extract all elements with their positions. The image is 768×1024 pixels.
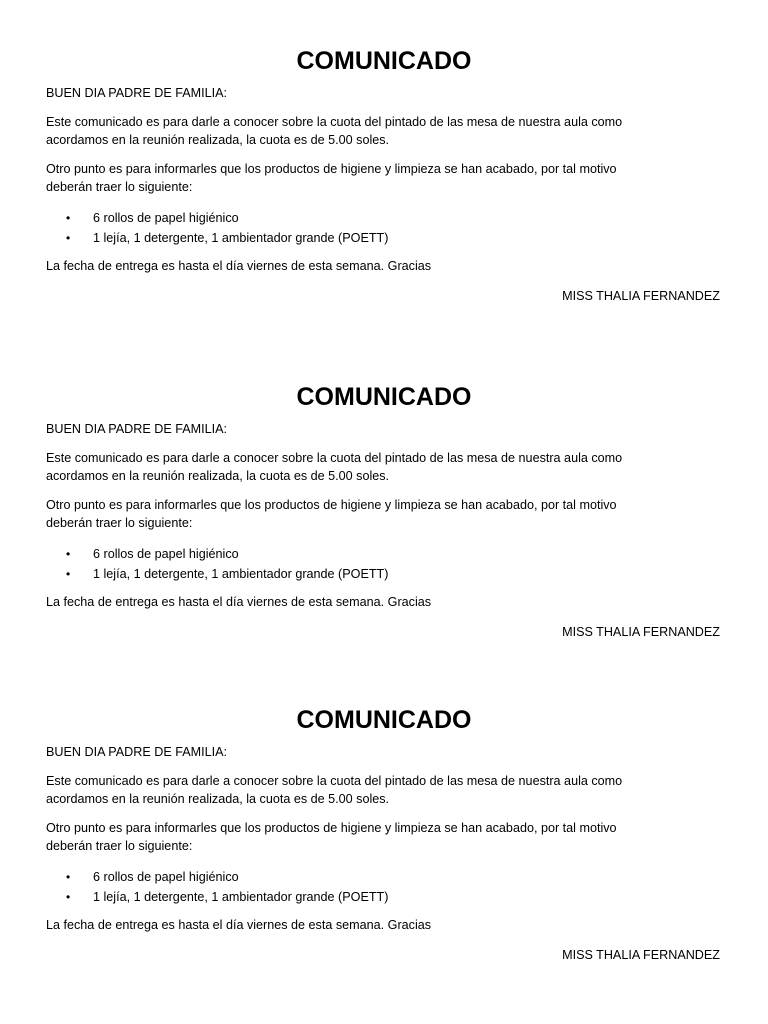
- list-item: [66, 868, 239, 886]
- signature: MISS THALIA FERNANDEZ: [562, 289, 720, 303]
- list-item-text: 6 rollos de papel higiénico: [93, 211, 239, 225]
- bullet-icon: •: [66, 870, 71, 884]
- list-item: [66, 209, 239, 227]
- bullet-icon: •: [66, 890, 71, 904]
- closing-text: La fecha de entrega es hasta el día viernes de esta semana. Gracias: [46, 259, 432, 273]
- paragraph-1-line-2: acordamos en la reunión realizada, la cuota es de 5.00 soles.: [46, 469, 390, 483]
- list-item-text: 1 lejía, 1 detergente, 1 ambientador grande (POETT): [93, 231, 389, 245]
- bullet-icon: •: [66, 567, 71, 581]
- notice-title: COMUNICADO: [296, 383, 472, 411]
- list-item: [66, 229, 388, 247]
- paragraph-1-line-1: Este comunicado es para darle a conocer sobre la cuota del pintado de las mesa de nuestra aula como: [46, 115, 623, 129]
- paragraph-1-line-1: Este comunicado es para darle a conocer sobre la cuota del pintado de las mesa de nuestra aula como: [46, 451, 623, 465]
- paragraph-2-line-1: Otro punto es para informarles que los productos de higiene y limpieza se han acabado, por tal motivo: [46, 498, 617, 512]
- paragraph-1-line-2: acordamos en la reunión realizada, la cuota es de 5.00 soles.: [46, 792, 390, 806]
- greeting: BUEN DIA PADRE DE FAMILIA:: [46, 86, 228, 100]
- signature: MISS THALIA FERNANDEZ: [562, 625, 720, 639]
- closing-text: La fecha de entrega es hasta el día viernes de esta semana. Gracias: [46, 918, 432, 932]
- bullet-icon: •: [66, 231, 71, 245]
- paragraph-2-line-1: Otro punto es para informarles que los productos de higiene y limpieza se han acabado, por tal motivo: [46, 162, 617, 176]
- paragraph-2-line-1: Otro punto es para informarles que los productos de higiene y limpieza se han acabado, por tal motivo: [46, 821, 617, 835]
- paragraph-2-line-2: deberán traer lo siguiente:: [46, 516, 193, 530]
- list-item: [66, 888, 388, 906]
- notice-title: COMUNICADO: [296, 47, 472, 75]
- paragraph-2-line-2: deberán traer lo siguiente:: [46, 839, 193, 853]
- paragraph-2-line-2: deberán traer lo siguiente:: [46, 180, 193, 194]
- paragraph-1-line-2: acordamos en la reunión realizada, la cuota es de 5.00 soles.: [46, 133, 390, 147]
- list-item-text: 6 rollos de papel higiénico: [93, 547, 239, 561]
- closing-text: La fecha de entrega es hasta el día viernes de esta semana. Gracias: [46, 595, 432, 609]
- bullet-icon: •: [66, 547, 71, 561]
- paragraph-1-line-1: Este comunicado es para darle a conocer sobre la cuota del pintado de las mesa de nuestra aula como: [46, 774, 623, 788]
- notice-title: COMUNICADO: [296, 706, 472, 734]
- greeting: BUEN DIA PADRE DE FAMILIA:: [46, 745, 228, 759]
- greeting: BUEN DIA PADRE DE FAMILIA:: [46, 422, 228, 436]
- list-item-text: 1 lejía, 1 detergente, 1 ambientador grande (POETT): [93, 890, 389, 904]
- list-item-text: 1 lejía, 1 detergente, 1 ambientador grande (POETT): [93, 567, 389, 581]
- bullet-icon: •: [66, 211, 71, 225]
- signature: MISS THALIA FERNANDEZ: [562, 948, 720, 962]
- list-item-text: 6 rollos de papel higiénico: [93, 870, 239, 884]
- list-item: [66, 545, 239, 563]
- list-item: [66, 565, 388, 583]
